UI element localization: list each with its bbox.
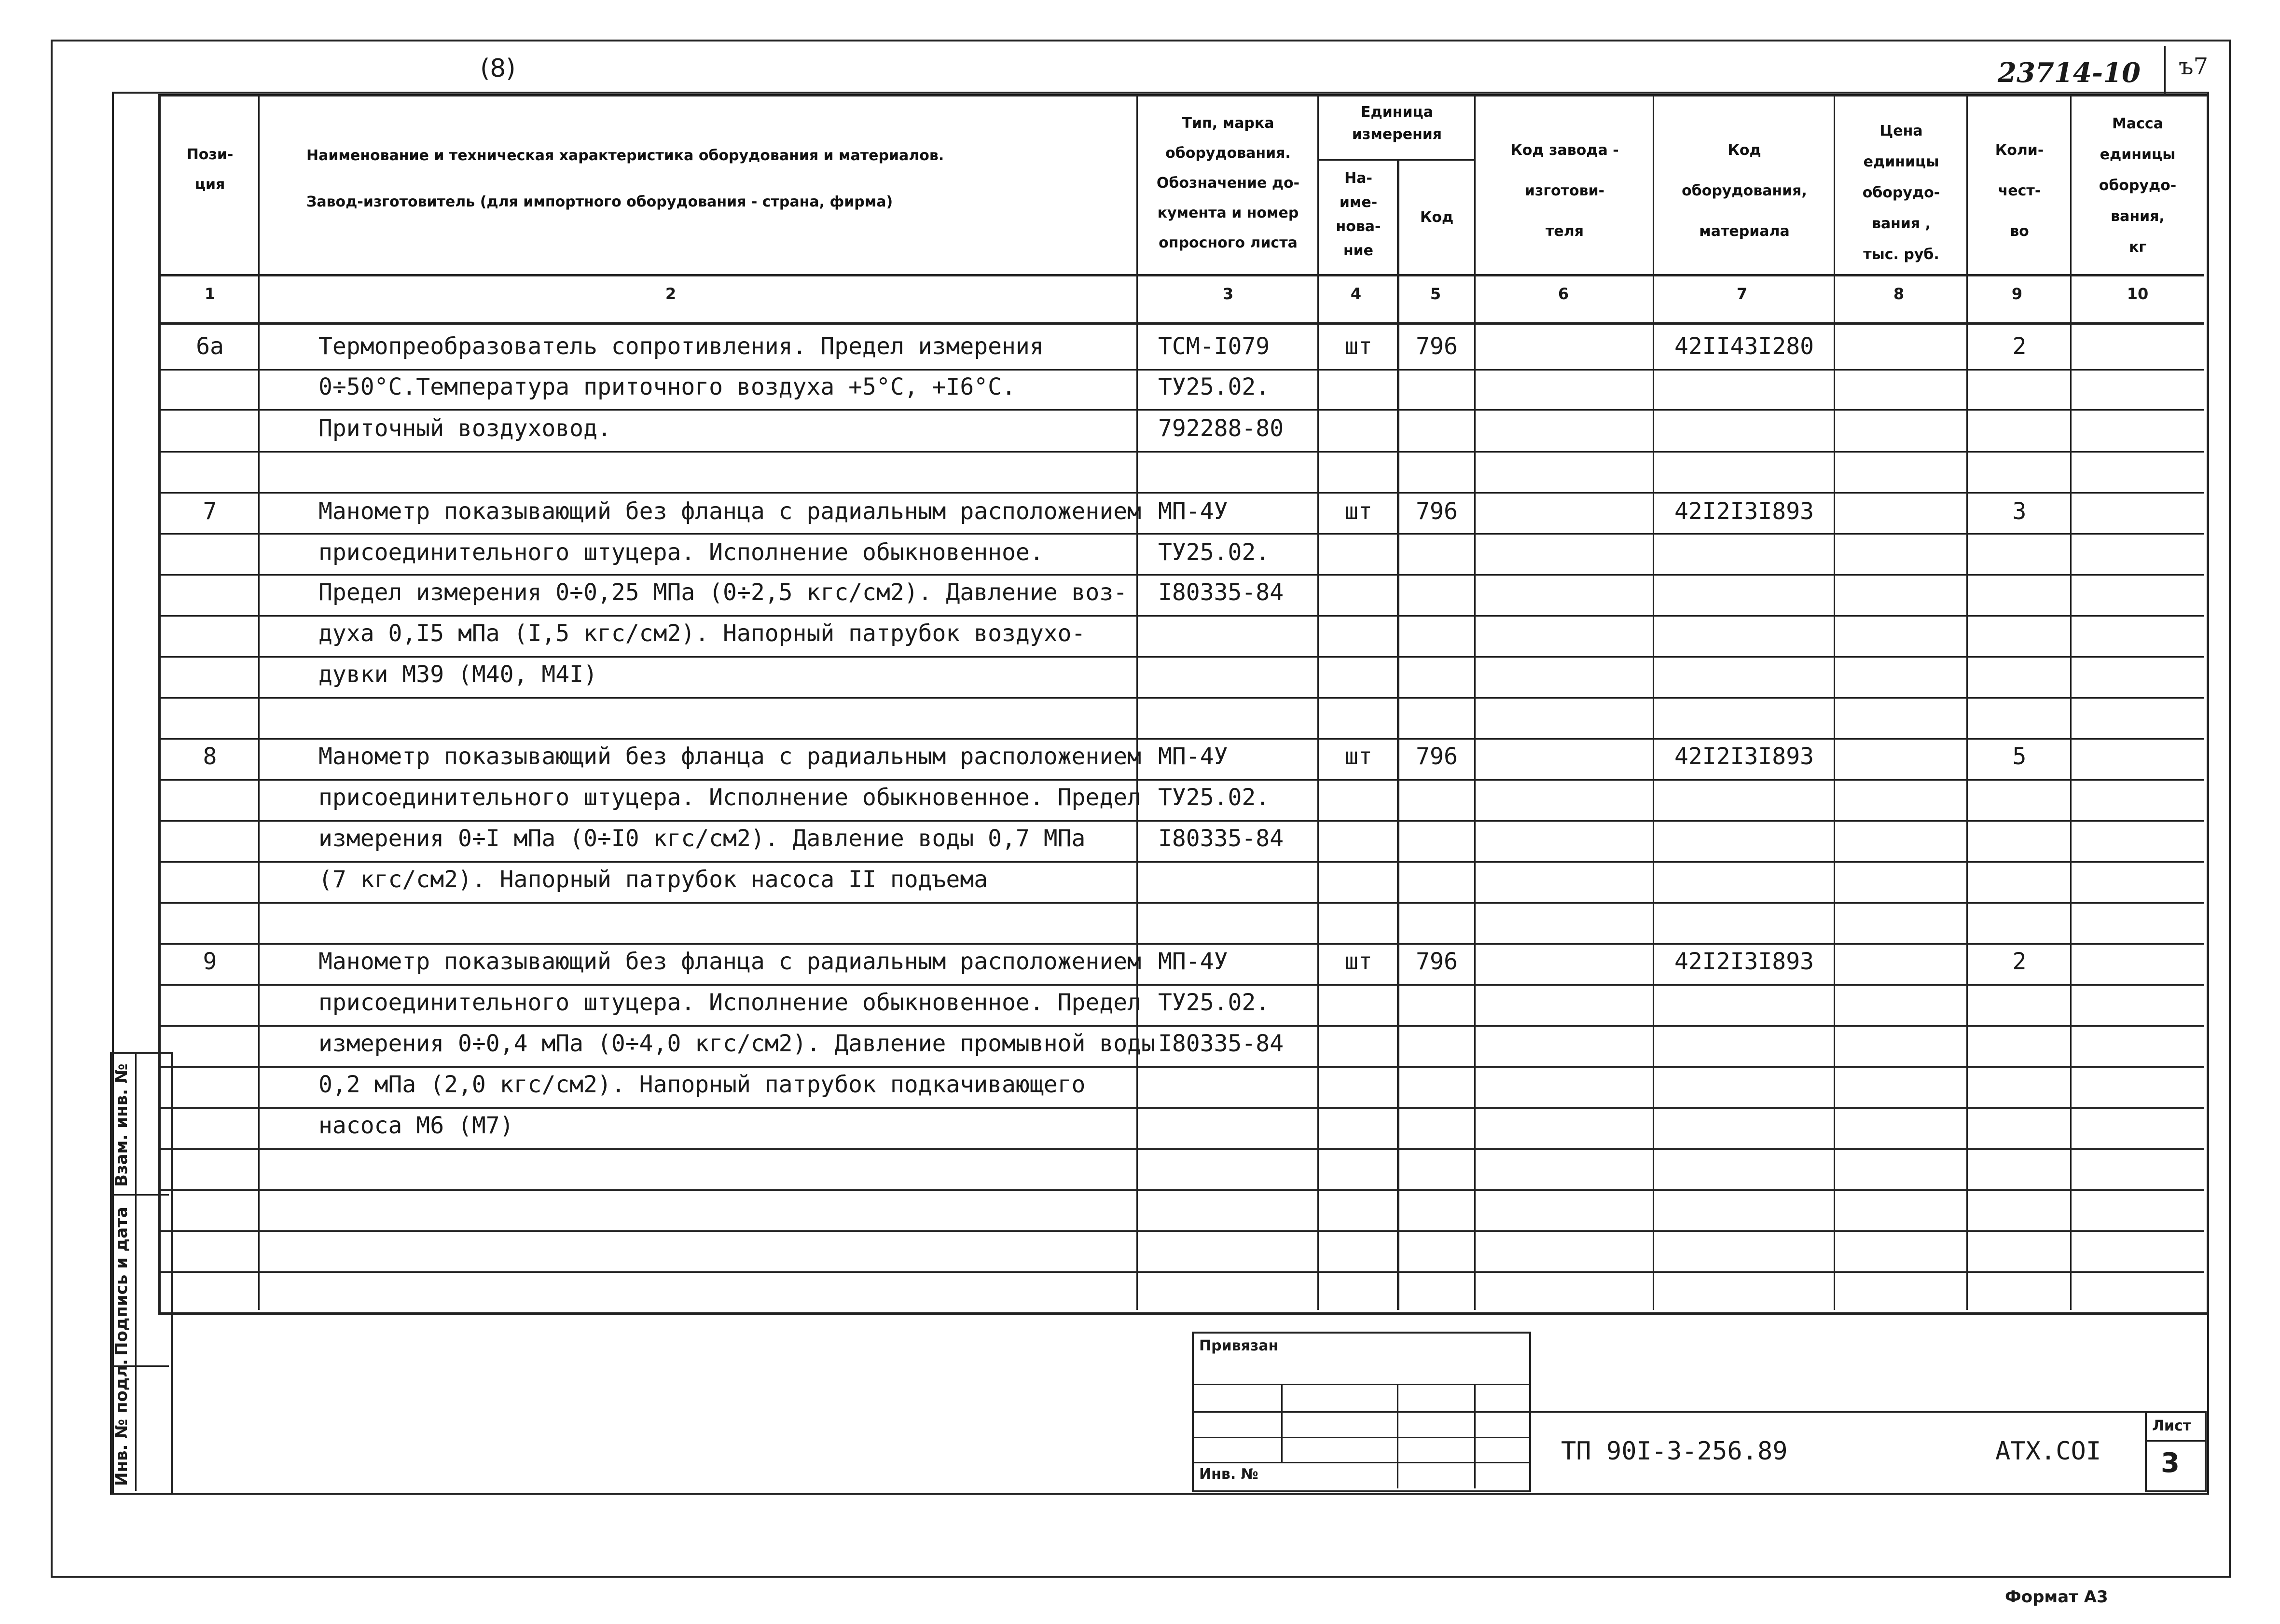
row-line [158,820,2204,822]
title-top-line [1527,1411,2205,1413]
table-row-description-line: Приточный воздуховод. [318,415,611,442]
side-replace-inv: Взам. инв. № [112,1063,131,1187]
row-line [158,943,2204,945]
table-row-type-line: МП-4У [1158,498,1228,525]
header-unit-name: На- име- нова- ние [1336,170,1381,259]
page-marker: (8) [480,54,516,83]
bound-sep [1397,1384,1398,1488]
row-line [158,779,2204,781]
row-line [158,656,2204,658]
table-row-description-line: Предел измерения 0÷0,25 МПа (0÷2,5 кгс/см2). Давление воз- [318,579,1128,606]
format-label: Формат А3 [2005,1587,2108,1607]
col-sep-8 [1966,94,1968,1310]
header-price: Цена единицы оборудо- вания , тыс. руб. [1862,123,1940,263]
colnum-8: 8 [1893,285,1905,303]
table-row-description-line: Манометр показывающий без фланца с радиальным расположением [318,948,1142,975]
header-equip-code: Код оборудования, материала [1682,142,1807,240]
bound-sep [1474,1384,1476,1488]
doc-code: ТП 90I-3-256.89 [1561,1437,1788,1466]
header-mass: Масса единицы оборудо- вания, кг [2099,115,2177,256]
table-row-unit-name: шт [1344,333,1372,360]
table-row-description-line: измерения 0÷I мПа (0÷I0 кгс/см2). Давление воды 0,7 МПа [318,825,1086,852]
header-quantity: Коли- чест- во [1995,142,2044,240]
table-row-unit-code: 796 [1416,333,1458,360]
table-row-equip-code: 42I2I3I893 [1674,743,1814,770]
bound-line [1192,1462,1529,1463]
col-sep-6 [1653,94,1654,1310]
side-sign-date: Подпись и дата [112,1207,131,1356]
unit-group-line [1317,159,1474,161]
corner-mark: ъ7 [2179,53,2209,80]
table-row-equip-code: 42II43I280 [1674,333,1814,360]
header-type: Тип, марка оборудования. Обозначение до- кумента и номер опросного листа [1156,115,1300,251]
header-unit-group: Единица измерения [1352,104,1442,143]
table-row-unit-name: шт [1344,743,1372,770]
table-row-description-line: насоса М6 (М7) [318,1112,514,1139]
table-row-unit-code: 796 [1416,498,1458,525]
table-row-type-line: ТУ25.02. [1158,989,1270,1016]
col-sep-7 [1834,94,1835,1310]
table-row-position: 8 [203,743,217,770]
table-row-type-line: ТУ25.02. [1158,784,1270,811]
table-row-unit-name: шт [1344,498,1372,525]
table-row-unit-code: 796 [1416,948,1458,975]
row-line [158,574,2204,576]
table-row-description-line: 0÷50°С.Температура приточного воздуха +5°С, +I6°С. [318,373,1016,400]
row-line [158,1066,2204,1068]
bound-line [1192,1384,1529,1385]
col-sep-5 [1474,94,1476,1310]
side-stamp-divider [135,1052,137,1491]
table-row-description-line: духа 0,I5 мПа (I,5 кгс/см2). Напорный патрубок воздухо- [318,620,1086,647]
header-name: Наименование и техническая характеристика оборудования и материалов. Завод-изготовитель (для импортного оборудования - страна, фирма) [306,147,944,210]
table-row-quantity: 5 [2012,743,2027,770]
table-row-equip-code: 42I2I3I893 [1674,948,1814,975]
row-line [158,1230,2204,1232]
row-line [158,1148,2204,1150]
row-line [158,492,2204,494]
colnum-7: 7 [1736,285,1748,303]
table-row-description-line: измерения 0÷0,4 мПа (0÷4,0 кгс/см2). Давление промывной воды [318,1030,1155,1057]
table-row-description-line: Манометр показывающий без фланца с радиальным расположением [318,498,1142,525]
row-line [158,984,2204,986]
table-row-quantity: 2 [2012,948,2027,975]
row-line [158,615,2204,617]
colnum-2: 2 [665,285,677,303]
table-row-type-line: I80335-84 [1158,1030,1284,1057]
colnum-10: 10 [2127,285,2149,303]
row-line [158,1189,2204,1191]
sheet-code: АТХ.СОI [1995,1437,2101,1466]
row-line [158,738,2204,740]
sheet-label: Лист [2152,1418,2192,1434]
table-row-description-line: (7 кгс/см2). Напорный патрубок насоса II подъема [318,866,988,893]
colnum-1: 1 [204,285,216,303]
table-row-type-line: ТУ25.02. [1158,373,1270,400]
table-row-type-line: I80335-84 [1158,825,1284,852]
table-row-type-line: ТСМ-I079 [1158,333,1270,360]
table-row-position: 9 [203,948,217,975]
col-sep-2 [1136,94,1138,1310]
colnum-3: 3 [1222,285,1234,303]
row-line [158,1271,2204,1273]
bound-sep [1281,1384,1283,1462]
sheet-number: 3 [2161,1447,2180,1479]
table-row-unit-name: шт [1344,948,1372,975]
colnum-4: 4 [1350,285,1362,303]
sheet-box-divider [2145,1440,2205,1442]
header-unit-code: Код [1420,209,1454,226]
table-row-description-line: Манометр показывающий без фланца с радиальным расположением [318,743,1142,770]
table-row-position: 6а [196,333,224,360]
table-row-type-line: ТУ25.02. [1158,539,1270,566]
inventory-number: 23714-10 [1998,57,2141,89]
side-inv-sub: Инв. № подл. [112,1359,131,1486]
header-factory-code: Код завода - изготови- теля [1510,142,1619,240]
bound-label: Привязан [1199,1337,1279,1354]
row-line [158,902,2204,904]
colnum-9: 9 [2011,285,2023,303]
row-line [158,697,2204,699]
table-row-quantity: 2 [2012,333,2027,360]
table-row-description-line: Термопреобразователь сопротивления. Предел измерения [318,333,1044,360]
row-line [158,451,2204,453]
bound-line [1192,1437,1529,1438]
table-row-unit-code: 796 [1416,743,1458,770]
colnum-bottom-line [158,322,2204,325]
bound-line [1192,1411,1529,1413]
col-sep-3 [1317,94,1319,1310]
row-line [158,1025,2204,1027]
table-row-description-line: 0,2 мПа (2,0 кгс/см2). Напорный патрубок подкачивающего [318,1071,1086,1098]
row-line [158,861,2204,863]
colnum-5: 5 [1430,285,1441,303]
corner-box-left [2164,46,2166,94]
inv-label: Инв. № [1199,1466,1258,1483]
table-row-quantity: 3 [2012,498,2027,525]
col-sep-9 [2070,94,2072,1310]
side-stamp-line [110,1194,169,1196]
table-row-equip-code: 42I2I3I893 [1674,498,1814,525]
row-line [158,533,2204,535]
table-row-description-line: присоединительного штуцера. Исполнение обыкновенное. [318,539,1044,566]
col-sep-1 [258,94,260,1310]
row-line [158,369,2204,371]
table-row-type-line: 792288-80 [1158,415,1284,442]
table-row-description-line: присоединительного штуцера. Исполнение обыкновенное. Предел [318,784,1142,811]
row-line [158,409,2204,411]
header-position: Пози- ция [186,146,234,193]
colnum-6: 6 [1558,285,1569,303]
header-bottom-line [158,274,2204,276]
table-row-type-line: МП-4У [1158,743,1228,770]
row-line [158,1107,2204,1109]
table-row-position: 7 [203,498,217,525]
table-row-type-line: I80335-84 [1158,579,1284,606]
table-row-description-line: присоединительного штуцера. Исполнение обыкновенное. Предел [318,989,1142,1016]
table-row-type-line: МП-4У [1158,948,1228,975]
table-row-description-line: дувки М39 (М40, М4I) [318,661,597,688]
